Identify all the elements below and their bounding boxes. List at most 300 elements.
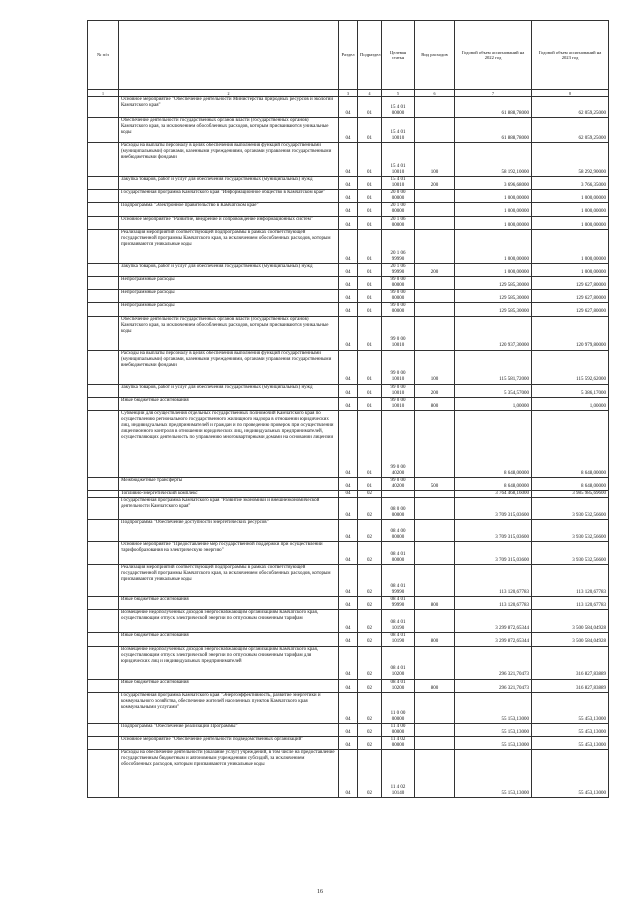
row-amount-2022: 115 581,72000 xyxy=(455,350,532,384)
row-target-article: 08 4 01 99990 xyxy=(382,597,415,610)
row-number xyxy=(88,410,119,477)
row-target-article: 11 4 02 10140 xyxy=(382,750,415,798)
row-razdel: 04 xyxy=(339,97,358,118)
column-number: 5 xyxy=(382,90,415,97)
row-razdel: 04 xyxy=(339,736,358,749)
row-number xyxy=(88,477,119,490)
table-row xyxy=(88,679,609,692)
table-row xyxy=(88,143,609,177)
row-podrazdel: 01 xyxy=(358,290,382,303)
row-amount-2022: 1 000,00000 xyxy=(455,203,532,216)
row-amount-2022: 58 192,10000 xyxy=(455,143,532,177)
row-target-article: 99 0 00 00000 xyxy=(382,290,415,303)
row-podrazdel: 01 xyxy=(358,316,382,350)
row-expense-type: 200 xyxy=(415,177,455,190)
row-expense-type: 500 xyxy=(415,477,455,490)
row-podrazdel: 02 xyxy=(358,520,382,542)
row-razdel: 04 xyxy=(339,477,358,490)
row-razdel: 04 xyxy=(339,216,358,229)
row-target-article: 15 4 01 10010 xyxy=(382,177,415,190)
row-amount-2023: 316 827,83889 xyxy=(532,646,609,679)
row-name: Государственная программа Камчатского края "Энергоэффективность, развитие энергетики и коммунального хозяйства, обеспечение жителей населенных пунктов Камчатского края коммунальными услугами" xyxy=(119,692,339,723)
row-amount-2023: 1 000,00000 xyxy=(532,263,609,276)
row-target-article xyxy=(382,491,415,498)
row-amount-2022: 5 354,57000 xyxy=(455,384,532,397)
row-expense-type xyxy=(415,750,455,798)
row-amount-2022: 3 299 872,65344 xyxy=(455,633,532,646)
row-expense-type xyxy=(415,542,455,565)
row-expense-type: 800 xyxy=(415,397,455,410)
row-target-article: 20 1 06 99990 xyxy=(382,263,415,276)
row-number xyxy=(88,190,119,203)
row-amount-2023: 113 120,67783 xyxy=(532,565,609,597)
row-amount-2022: 129 585,30000 xyxy=(455,303,532,316)
row-razdel: 04 xyxy=(339,303,358,316)
row-name: Иные бюджетные ассигнования xyxy=(119,633,339,646)
row-razdel: 04 xyxy=(339,679,358,692)
row-target-article: 11 4 00 00000 xyxy=(382,723,415,736)
row-target-article: 20 0 00 00000 xyxy=(382,190,415,203)
row-razdel: 04 xyxy=(339,692,358,723)
row-expense-type: 200 xyxy=(415,384,455,397)
table-row xyxy=(88,203,609,216)
row-podrazdel: 02 xyxy=(358,723,382,736)
row-razdel: 04 xyxy=(339,177,358,190)
row-razdel: 04 xyxy=(339,118,358,143)
row-amount-2022: 55 153,13000 xyxy=(455,692,532,723)
row-razdel: 04 xyxy=(339,316,358,350)
row-amount-2023: 3 766,35000 xyxy=(532,177,609,190)
row-expense-type: 800 xyxy=(415,597,455,610)
row-number xyxy=(88,97,119,118)
row-podrazdel: 02 xyxy=(358,498,382,520)
row-target-article: 08 4 00 00000 xyxy=(382,520,415,542)
row-amount-2023: 120 979,80000 xyxy=(532,316,609,350)
row-razdel: 04 xyxy=(339,498,358,520)
row-podrazdel: 02 xyxy=(358,736,382,749)
table-row xyxy=(88,410,609,477)
row-podrazdel: 01 xyxy=(358,263,382,276)
row-podrazdel: 02 xyxy=(358,750,382,798)
row-number xyxy=(88,316,119,350)
row-expense-type xyxy=(415,491,455,498)
table-row xyxy=(88,633,609,646)
row-razdel: 04 xyxy=(339,646,358,679)
row-number xyxy=(88,646,119,679)
row-name: Субвенции для осуществления отдельных государственных полномочий Камчатского края по осуществлению регионального государственного жилищного надзора в отношении юридических лиц, индивидуальных предпринимателей и граждан и по проведению проверок при осуществлении лицензионного контроля в отношении юридических лиц, индивидуальных предпринимателей, осуществляющих деятельность по управлению многоквартирными домами на основании лицензии xyxy=(119,410,339,477)
row-number xyxy=(88,303,119,316)
row-amount-2022: 113 120,67783 xyxy=(455,565,532,597)
table-body xyxy=(88,97,609,798)
row-expense-type xyxy=(415,520,455,542)
row-name: Возмещение недополученных доходов энергоснабжающим организациям Камчатского края, осуществляющим отпуск электрической энергии по отпускным сниженным тарифам xyxy=(119,610,339,633)
row-number xyxy=(88,520,119,542)
row-amount-2022: 55 153,13000 xyxy=(455,750,532,798)
row-amount-2022: 3 696,68000 xyxy=(455,177,532,190)
header-col-4: Целевая статья xyxy=(382,21,415,90)
row-amount-2023: 1 000,00000 xyxy=(532,203,609,216)
row-amount-2022: 3 709 315,03600 xyxy=(455,542,532,565)
table-row xyxy=(88,750,609,798)
row-amount-2022: 3 709 315,03600 xyxy=(455,520,532,542)
table-row xyxy=(88,646,609,679)
row-expense-type: 100 xyxy=(415,143,455,177)
row-number xyxy=(88,597,119,610)
row-amount-2022: 61 888,78000 xyxy=(455,118,532,143)
table-row xyxy=(88,118,609,143)
row-target-article: 99 0 00 10010 xyxy=(382,316,415,350)
row-name: Иные бюджетные ассигнования xyxy=(119,397,339,410)
row-expense-type xyxy=(415,97,455,118)
row-podrazdel: 01 xyxy=(358,477,382,490)
row-number xyxy=(88,610,119,633)
header-col-3: Подраздел xyxy=(358,21,382,90)
row-podrazdel: 01 xyxy=(358,276,382,289)
table-row xyxy=(88,290,609,303)
row-name: Иные бюджетные ассигнования xyxy=(119,597,339,610)
row-razdel: 04 xyxy=(339,350,358,384)
row-name: Обеспечение деятельности государственных органов власти (государственных органов) Камчатского края, за исключением обособленных расходов, которым присваиваются уникальные коды xyxy=(119,316,339,350)
row-razdel: 04 xyxy=(339,520,358,542)
row-amount-2023: 55 453,13000 xyxy=(532,692,609,723)
row-amount-2022: 296 321,70473 xyxy=(455,679,532,692)
row-number xyxy=(88,491,119,498)
row-amount-2022: 120 937,30000 xyxy=(455,316,532,350)
row-number xyxy=(88,498,119,520)
row-target-article: 99 0 00 10010 xyxy=(382,397,415,410)
row-razdel: 04 xyxy=(339,397,358,410)
row-target-article: 99 0 00 40200 xyxy=(382,477,415,490)
row-podrazdel: 02 xyxy=(358,692,382,723)
row-amount-2022: 1 000,00000 xyxy=(455,190,532,203)
row-number xyxy=(88,263,119,276)
row-name: Основное мероприятие "Предоставление мер государственной поддержки при осуществлении тарифообразования на электрическую энергию" xyxy=(119,542,339,565)
row-amount-2023: 3 930 532,56600 xyxy=(532,542,609,565)
row-amount-2022: 3 764 468,16000 xyxy=(455,491,532,498)
row-number xyxy=(88,384,119,397)
row-target-article: 99 0 00 10010 xyxy=(382,384,415,397)
row-podrazdel: 01 xyxy=(358,203,382,216)
row-name: Возмещение недополученных доходов энергоснабжающим организациям Камчатского края, осуществляющим отпуск электрической энергии по отпускным сниженным тарифам для юридических лиц и индивидуальных предпринимателей xyxy=(119,646,339,679)
row-name: Закупка товаров, работ и услуг для обеспечения государственных (муниципальных) нужд xyxy=(119,177,339,190)
row-name: Непрограммные расходы xyxy=(119,290,339,303)
row-amount-2023: 113 120,67783 xyxy=(532,597,609,610)
row-expense-type xyxy=(415,190,455,203)
row-target-article: 20 1 00 00000 xyxy=(382,203,415,216)
row-expense-type xyxy=(415,723,455,736)
row-number xyxy=(88,177,119,190)
row-number xyxy=(88,750,119,798)
row-amount-2022: 55 153,13000 xyxy=(455,736,532,749)
row-expense-type xyxy=(415,692,455,723)
table-row xyxy=(88,491,609,498)
row-expense-type: 100 xyxy=(415,350,455,384)
table-row xyxy=(88,692,609,723)
row-number xyxy=(88,290,119,303)
row-number xyxy=(88,723,119,736)
row-razdel: 04 xyxy=(339,723,358,736)
header-col-1 xyxy=(119,21,339,90)
row-amount-2023: 55 453,13000 xyxy=(532,750,609,798)
row-razdel: 04 xyxy=(339,229,358,263)
row-expense-type xyxy=(415,216,455,229)
row-razdel: 04 xyxy=(339,610,358,633)
row-name: Подпрограмма "Обеспечение реализации Программы" xyxy=(119,723,339,736)
row-amount-2023: 55 453,13000 xyxy=(532,723,609,736)
row-amount-2022: 1 000,00000 xyxy=(455,229,532,263)
row-target-article: 20 1 06 00000 xyxy=(382,216,415,229)
row-number xyxy=(88,692,119,723)
row-expense-type xyxy=(415,565,455,597)
row-target-article: 08 4 01 99990 xyxy=(382,565,415,597)
row-amount-2022: 55 153,13000 xyxy=(455,723,532,736)
row-target-article: 08 4 01 10190 xyxy=(382,633,415,646)
row-podrazdel: 02 xyxy=(358,597,382,610)
row-podrazdel: 02 xyxy=(358,679,382,692)
row-number xyxy=(88,565,119,597)
row-number xyxy=(88,736,119,749)
row-target-article: 15 4 01 10010 xyxy=(382,118,415,143)
row-target-article: 99 0 00 40200 xyxy=(382,410,415,477)
row-expense-type xyxy=(415,316,455,350)
table-row xyxy=(88,216,609,229)
table-row xyxy=(88,736,609,749)
table-header-row xyxy=(88,21,609,90)
table-row xyxy=(88,303,609,316)
row-razdel: 04 xyxy=(339,542,358,565)
row-name: Обеспечение деятельности государственных органов власти (государственных органов) Камчатского края, за исключением обособленных расходов, которым присваиваются уникальные коды xyxy=(119,118,339,143)
row-name: Основное мероприятие "Обеспечение деятельности Министерства природных ресурсов и экологии Камчатского края" xyxy=(119,97,339,118)
table-row xyxy=(88,542,609,565)
row-podrazdel: 01 xyxy=(358,350,382,384)
table-row xyxy=(88,177,609,190)
row-amount-2023: 1 000,00000 xyxy=(532,190,609,203)
row-podrazdel: 01 xyxy=(358,190,382,203)
row-name: Основное мероприятие "Развитие, внедрение и сопровождение информационных систем" xyxy=(119,216,339,229)
row-name: Подпрограмма "Обеспечение доступности энергетических ресурсов" xyxy=(119,520,339,542)
column-number: 6 xyxy=(415,90,455,97)
budget-table xyxy=(87,20,609,798)
row-target-article: 08 4 01 00000 xyxy=(382,542,415,565)
row-podrazdel: 01 xyxy=(358,177,382,190)
row-expense-type xyxy=(415,736,455,749)
row-name: Непрограммные расходы xyxy=(119,303,339,316)
row-number xyxy=(88,397,119,410)
row-razdel: 04 xyxy=(339,597,358,610)
header-col-7: Годовой объем ассигнований на 2023 год xyxy=(532,21,609,90)
row-target-article: 11 0 00 00000 xyxy=(382,692,415,723)
row-razdel: 04 xyxy=(339,410,358,477)
row-amount-2023: 3 500 584,04928 xyxy=(532,633,609,646)
column-number: 8 xyxy=(532,90,609,97)
row-razdel: 04 xyxy=(339,633,358,646)
row-amount-2023: 3 930 532,56600 xyxy=(532,520,609,542)
column-number: 1 xyxy=(88,90,119,97)
row-expense-type: 800 xyxy=(415,679,455,692)
row-name: Основное мероприятие "Обеспечение деятельности подведомственных организаций" xyxy=(119,736,339,749)
row-amount-2023: 62 059,25000 xyxy=(532,97,609,118)
row-name: Реализация мероприятий соответствующей подпрограммы в рамках соответствующей государственной программы Камчатского края, за исключением обособленных расходов, которым присваиваются уникальные коды xyxy=(119,229,339,263)
table-row xyxy=(88,384,609,397)
row-name: Государственная программа Камчатского края "Информационное общество в Камчатском крае" xyxy=(119,190,339,203)
row-podrazdel: 01 xyxy=(358,118,382,143)
row-amount-2023: 1,00000 xyxy=(532,397,609,410)
row-amount-2023: 8 648,00000 xyxy=(532,410,609,477)
row-amount-2022: 8 648,00000 xyxy=(455,410,532,477)
row-amount-2022: 113 120,67783 xyxy=(455,597,532,610)
row-amount-2023: 55 453,13000 xyxy=(532,736,609,749)
row-name: Расходы на выплаты персоналу в целях обеспечения выполнения функций государственными (муниципальными) органами, казенными учреждениями, органами управления государственными внебюджетными фондами xyxy=(119,143,339,177)
row-expense-type: 800 xyxy=(415,633,455,646)
row-podrazdel: 01 xyxy=(358,97,382,118)
row-name: Межбюджетные трансферты xyxy=(119,477,339,490)
row-number xyxy=(88,679,119,692)
row-expense-type xyxy=(415,290,455,303)
row-expense-type xyxy=(415,303,455,316)
row-podrazdel: 01 xyxy=(358,384,382,397)
row-name: Непрограммные расходы xyxy=(119,276,339,289)
row-razdel: 04 xyxy=(339,276,358,289)
row-target-article: 08 0 00 00000 xyxy=(382,498,415,520)
row-number xyxy=(88,216,119,229)
table-row xyxy=(88,610,609,633)
row-number xyxy=(88,229,119,263)
row-amount-2023: 129 627,80000 xyxy=(532,303,609,316)
row-podrazdel: 01 xyxy=(358,143,382,177)
row-podrazdel: 01 xyxy=(358,216,382,229)
row-number xyxy=(88,118,119,143)
row-razdel: 04 xyxy=(339,263,358,276)
row-razdel: 04 xyxy=(339,143,358,177)
row-podrazdel: 02 xyxy=(358,646,382,679)
row-expense-type xyxy=(415,410,455,477)
row-podrazdel: 01 xyxy=(358,229,382,263)
row-podrazdel: 02 xyxy=(358,565,382,597)
row-razdel: 04 xyxy=(339,203,358,216)
row-target-article: 99 0 00 10010 xyxy=(382,350,415,384)
table-row xyxy=(88,316,609,350)
row-expense-type xyxy=(415,203,455,216)
table-row xyxy=(88,477,609,490)
row-name: Реализация мероприятий соответствующей подпрограммы в рамках соответствующей государственной программы Камчатского края, за исключением обособленных расходов, которым присваиваются уникальные коды xyxy=(119,565,339,597)
row-amount-2023: 129 627,80000 xyxy=(532,276,609,289)
row-amount-2023: 316 827,83889 xyxy=(532,679,609,692)
header-col-5: Вид расходов xyxy=(415,21,455,90)
row-expense-type xyxy=(415,498,455,520)
table-row xyxy=(88,190,609,203)
row-number xyxy=(88,203,119,216)
row-expense-type xyxy=(415,118,455,143)
row-name: Иные бюджетные ассигнования xyxy=(119,679,339,692)
row-amount-2023: 129 627,80000 xyxy=(532,290,609,303)
column-number: 2 xyxy=(119,90,339,97)
row-razdel: 04 xyxy=(339,491,358,498)
row-name: Подпрограмма "Электронное правительство в Камчатском крае" xyxy=(119,203,339,216)
table-row xyxy=(88,397,609,410)
table-row xyxy=(88,276,609,289)
row-expense-type xyxy=(415,610,455,633)
column-number: 4 xyxy=(358,90,382,97)
row-podrazdel: 01 xyxy=(358,303,382,316)
row-amount-2023: 115 592,62000 xyxy=(532,350,609,384)
column-number: 3 xyxy=(339,90,358,97)
row-amount-2022: 3 709 315,03600 xyxy=(455,498,532,520)
row-target-article: 08 4 01 10200 xyxy=(382,679,415,692)
row-podrazdel: 02 xyxy=(358,491,382,498)
row-target-article: 15 4 01 00000 xyxy=(382,97,415,118)
row-razdel: 04 xyxy=(339,565,358,597)
row-number xyxy=(88,143,119,177)
row-razdel: 04 xyxy=(339,190,358,203)
row-expense-type xyxy=(415,276,455,289)
row-target-article: 15 4 01 10010 xyxy=(382,143,415,177)
header-col-2: Раздел xyxy=(339,21,358,90)
row-podrazdel: 01 xyxy=(358,397,382,410)
row-target-article: 11 4 02 00000 xyxy=(382,736,415,749)
table-row xyxy=(88,520,609,542)
row-podrazdel: 02 xyxy=(358,633,382,646)
row-amount-2022: 1 000,00000 xyxy=(455,216,532,229)
row-name: Закупка товаров, работ и услуг для обеспечения государственных (муниципальных) нужд xyxy=(119,263,339,276)
table-row xyxy=(88,723,609,736)
row-number xyxy=(88,350,119,384)
row-target-article: 99 0 00 00000 xyxy=(382,303,415,316)
table-row xyxy=(88,263,609,276)
table-row xyxy=(88,498,609,520)
row-target-article: 08 4 01 10200 xyxy=(382,646,415,679)
row-amount-2023: 58 292,90000 xyxy=(532,143,609,177)
column-number-row xyxy=(88,90,609,97)
row-amount-2022: 296 321,70473 xyxy=(455,646,532,679)
row-amount-2023: 62 059,25000 xyxy=(532,118,609,143)
table-row xyxy=(88,229,609,263)
row-amount-2023: 5 386,17000 xyxy=(532,384,609,397)
row-expense-type xyxy=(415,646,455,679)
header-col-0: № п/п xyxy=(88,21,119,90)
row-number xyxy=(88,633,119,646)
row-razdel: 04 xyxy=(339,290,358,303)
row-amount-2023: 3 985 985,69600 xyxy=(532,491,609,498)
table-row xyxy=(88,597,609,610)
row-amount-2022: 1 000,00000 xyxy=(455,263,532,276)
row-podrazdel: 02 xyxy=(358,542,382,565)
row-amount-2022: 1,00000 xyxy=(455,397,532,410)
row-amount-2023: 1 000,00000 xyxy=(532,216,609,229)
row-name: Государственная программа Камчатского края "Развитие экономики и внешнеэкономической деятельности Камчатского края" xyxy=(119,498,339,520)
row-number xyxy=(88,542,119,565)
row-target-article: 99 0 00 00000 xyxy=(382,276,415,289)
row-amount-2023: 1 000,00000 xyxy=(532,229,609,263)
column-number: 7 xyxy=(455,90,532,97)
row-expense-type: 200 xyxy=(415,263,455,276)
row-podrazdel: 01 xyxy=(358,410,382,477)
row-name: Расходы на выплаты персоналу в целях обеспечения выполнения функций государственными (муниципальными) органами, казенными учреждениями, органами управления государственными внебюджетными фондами xyxy=(119,350,339,384)
row-number xyxy=(88,276,119,289)
row-amount-2022: 61 888,78000 xyxy=(455,97,532,118)
row-name: Топливно-энергетический комплекс xyxy=(119,491,339,498)
row-razdel: 04 xyxy=(339,384,358,397)
table-row xyxy=(88,565,609,597)
row-amount-2022: 129 585,30000 xyxy=(455,290,532,303)
row-amount-2022: 3 299 872,65344 xyxy=(455,610,532,633)
row-name: Закупка товаров, работ и услуг для обеспечения государственных (муниципальных) нужд xyxy=(119,384,339,397)
row-amount-2022: 8 648,00000 xyxy=(455,477,532,490)
header-col-6: Годовой объем ассигнований на 2022 год xyxy=(455,21,532,90)
row-razdel: 04 xyxy=(339,750,358,798)
row-target-article: 20 1 06 99990 xyxy=(382,229,415,263)
row-expense-type xyxy=(415,229,455,263)
table-row xyxy=(88,350,609,384)
